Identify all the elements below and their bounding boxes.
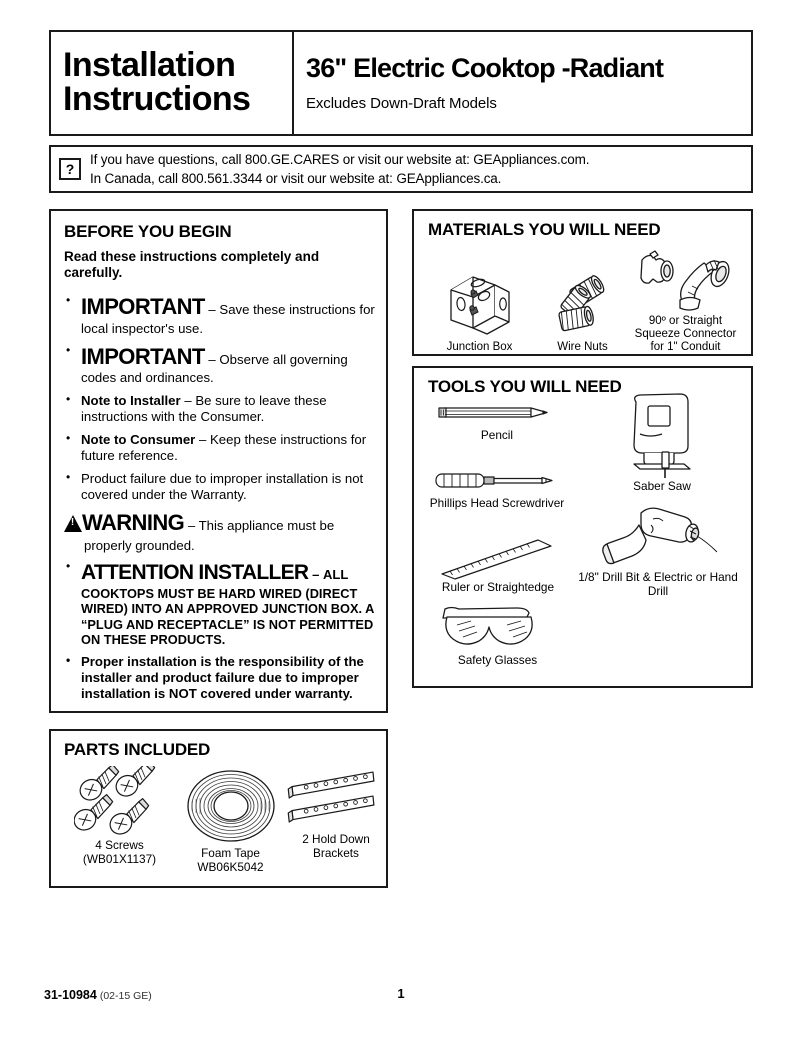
document-footer [44, 986, 758, 1004]
list-item [64, 471, 376, 503]
attention-lead: ALL [322, 567, 349, 583]
material-caption: Wire Nuts [557, 341, 608, 354]
part-caption-1: 2 Hold Down [302, 832, 370, 846]
warning-triangle-icon [64, 515, 82, 532]
list-item [64, 393, 376, 425]
warning-text: This appliance must be [198, 517, 335, 533]
tool-item [422, 468, 572, 511]
before-you-begin-section [49, 209, 388, 713]
item-dash: – [198, 432, 207, 448]
attention-keyword: ATTENTION INSTALLER [81, 561, 309, 585]
before-you-begin-list [64, 294, 376, 702]
tool-item [422, 400, 572, 443]
part-item [175, 766, 286, 874]
tool-item [572, 503, 744, 598]
list-item [64, 344, 376, 387]
document-code: 31-10984 [44, 988, 97, 1002]
pencil-icon [437, 400, 557, 426]
part-caption-1: 4 Screws [95, 838, 144, 852]
hold-down-brackets-icon [286, 770, 386, 826]
tool-item [418, 536, 578, 595]
material-caption: Junction Box [446, 341, 513, 354]
header-product-block [294, 32, 751, 134]
contact-line-us: If you have questions, call 800.GE.CARES or visit our website at: GEAppliances.com. [90, 152, 590, 167]
warning-text-2: properly grounded. [84, 537, 195, 553]
parts-included-section [49, 729, 388, 888]
question-mark-icon: ? [59, 158, 81, 180]
warning-dash: – [187, 517, 196, 533]
tool-item [582, 390, 742, 494]
item-dash: – [208, 301, 216, 317]
warning-keyword: WARNING [82, 509, 185, 535]
item-dash: – [184, 393, 192, 409]
item-text: Save these instructions for local inspector's use. [81, 301, 375, 336]
tools-title: TOOLS YOU WILL NEED [428, 377, 622, 396]
materials-list [428, 246, 751, 354]
item-text: Be sure to leave these instructions with the Consumer. [81, 393, 327, 425]
document-header [49, 30, 753, 136]
item-keyword: IMPORTANT [81, 343, 205, 369]
safety-glasses-icon [439, 603, 557, 651]
junction-box-icon [443, 272, 517, 338]
materials-title: MATERIALS YOU WILL NEED [428, 220, 661, 239]
tools-section [412, 366, 753, 688]
contact-info-box [49, 145, 753, 193]
screws-icon [74, 766, 166, 836]
tool-caption: Phillips Head Screwdriver [429, 496, 565, 510]
attention-dash: – [312, 567, 320, 583]
header-title-line-2: Instructions [63, 80, 251, 118]
material-item [531, 272, 634, 354]
page-number: 1 [397, 986, 405, 1001]
ruler-icon [438, 536, 558, 580]
part-caption-1: Foam Tape [201, 846, 260, 860]
list-item [64, 432, 376, 464]
drill-icon [593, 503, 723, 567]
phillips-screwdriver-icon [432, 468, 562, 494]
responsibility-text: Proper installation is the responsibility of the installer and product failure due to improper installation is NOT covered under warranty. [81, 654, 364, 702]
warning-item [64, 510, 376, 554]
contact-line-canada: In Canada, call 800.561.3344 or visit our website at: GEAppliances.ca. [90, 171, 502, 186]
responsibility-item [64, 654, 376, 702]
tool-caption: Pencil [480, 428, 514, 442]
item-text: Product failure due to improper installation is not covered under the Warranty. [81, 470, 364, 502]
parts-title: PARTS INCLUDED [64, 740, 211, 759]
attention-item [64, 560, 376, 647]
tool-caption: Safety Glasses [457, 653, 538, 667]
item-text: Keep these instructions for future reference. [81, 432, 367, 463]
header-title-line-1: Installation [63, 46, 236, 85]
wire-nuts-icon [546, 272, 620, 338]
part-caption-2: Brackets [313, 846, 359, 861]
squeeze-connector-icon [636, 246, 736, 312]
header-title-block [51, 32, 294, 134]
material-caption: 90º or Straight Squeeze Connector for 1" Conduit [634, 315, 737, 354]
item-text: Observe all governing codes and ordinances. [81, 351, 348, 386]
item-keyword: IMPORTANT [81, 293, 205, 319]
tool-caption: Ruler or Straightedge [441, 580, 555, 594]
tool-caption: Saber Saw [633, 479, 691, 493]
item-dash: – [208, 351, 216, 367]
contact-lines [90, 152, 589, 186]
material-item [634, 246, 737, 354]
part-caption-2: (WB01X1137) [82, 852, 157, 867]
item-keyword: Note to Installer [81, 393, 181, 409]
item-keyword: Note to Consumer [81, 432, 196, 448]
parts-list [64, 766, 386, 874]
saber-saw-icon [608, 390, 716, 478]
document-revision: (02-15 GE) [99, 990, 152, 1002]
attention-body: COOKTOPS MUST BE HARD WIRED (DIRECT WIRED) INTO AN APPROVED JUNCTION BOX. A “PLUG AND RECEPTACLE” IS NOT PERMITTED ON THESE PRODUCTS. [81, 585, 374, 647]
part-item [64, 766, 175, 874]
material-item [428, 272, 531, 354]
before-you-begin-subtitle: Read these instructions completely and carefully. [64, 249, 320, 281]
product-title: 36" Electric Cooktop -Radiant [306, 52, 664, 83]
part-caption-2: WB06K5042 [197, 860, 264, 875]
list-item [64, 294, 376, 337]
materials-section [412, 209, 753, 356]
tool-item [420, 603, 575, 668]
part-item [286, 766, 386, 874]
product-subtitle: Excludes Down-Draft Models [306, 95, 497, 113]
foam-tape-icon [185, 769, 277, 843]
tool-caption: 1/8" Drill Bit & Electric or Hand Drill [578, 570, 738, 598]
before-you-begin-title: BEFORE YOU BEGIN [64, 222, 232, 241]
